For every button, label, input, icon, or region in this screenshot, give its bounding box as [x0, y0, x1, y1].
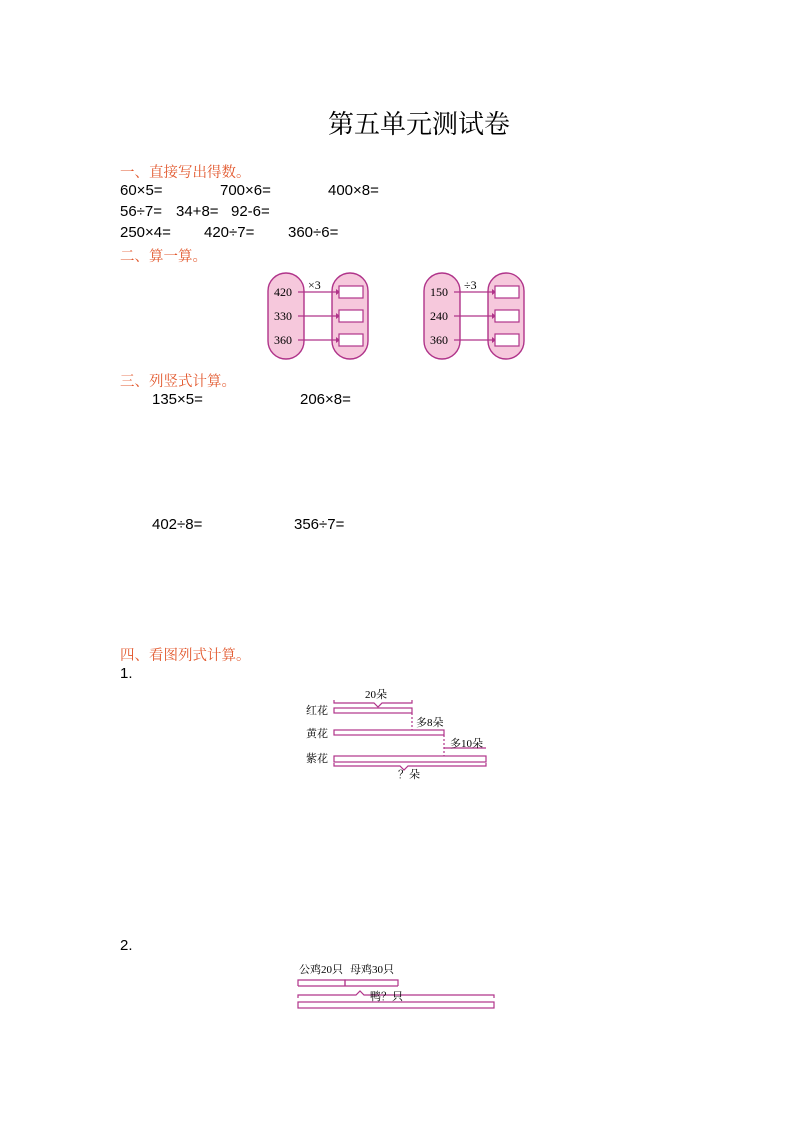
- section-3-heading: 三、列竖式计算。: [120, 374, 236, 390]
- label-total: ？朵: [398, 769, 420, 781]
- answer-box[interactable]: [495, 286, 519, 298]
- s3-problem-1: 135×5=: [152, 391, 203, 408]
- page-title: 第五单元测试卷: [328, 110, 511, 140]
- answer-box[interactable]: [339, 286, 363, 298]
- poultry-line-diagram: [292, 958, 502, 1018]
- label-yellow-flowers: 黄花: [306, 728, 328, 740]
- answer-box[interactable]: [339, 310, 363, 322]
- operator-label: ÷3: [464, 278, 477, 292]
- answer-box[interactable]: [495, 334, 519, 346]
- label-red-flowers: 红花: [306, 705, 328, 717]
- s1-problem-6: 92-6=: [231, 203, 270, 220]
- input-value: 240: [430, 309, 448, 323]
- s1-problem-2: 700×6=: [220, 182, 271, 199]
- s1-problem-3: 400×8=: [328, 182, 379, 199]
- calculation-machines-diagram: [262, 268, 532, 364]
- input-value: 330: [274, 309, 292, 323]
- q1-number: 1.: [120, 665, 133, 682]
- input-value: 150: [430, 285, 448, 299]
- label-purple-flowers: 紫花: [306, 753, 328, 765]
- s1-problem-8: 420÷7=: [204, 224, 255, 241]
- input-value: 420: [274, 285, 292, 299]
- s1-problem-7: 250×4=: [120, 224, 171, 241]
- label-hens: 母鸡30只: [350, 964, 394, 976]
- flower-line-diagram: [300, 686, 500, 782]
- label-ducks: 鸭？只: [370, 991, 403, 1003]
- label-top-amount: 20朵: [365, 689, 387, 701]
- s1-problem-4: 56÷7=: [120, 203, 163, 220]
- machine-group-multiply: [268, 273, 368, 359]
- s3-problem-4: 356÷7=: [294, 516, 345, 533]
- machine-group-divide: [424, 273, 524, 359]
- answer-box[interactable]: [495, 310, 519, 322]
- s3-problem-3: 402÷8=: [152, 516, 203, 533]
- label-roosters: 公鸡20只: [299, 964, 343, 976]
- s1-problem-1: 60×5=: [120, 182, 163, 199]
- s3-problem-2: 206×8=: [300, 391, 351, 408]
- label-diff-2: 多10朵: [450, 738, 483, 750]
- operator-label: ×3: [308, 278, 321, 292]
- input-value: 360: [274, 333, 292, 347]
- s1-problem-9: 360÷6=: [288, 224, 339, 241]
- section-2-heading: 二、算一算。: [120, 249, 207, 265]
- label-diff-1: 多8朵: [416, 717, 444, 729]
- q2-number: 2.: [120, 937, 133, 954]
- section-1-heading: 一、直接写出得数。: [120, 165, 251, 181]
- section-4-heading: 四、看图列式计算。: [120, 648, 251, 664]
- s1-problem-5: 34+8=: [176, 203, 219, 220]
- answer-box[interactable]: [339, 334, 363, 346]
- input-value: 360: [430, 333, 448, 347]
